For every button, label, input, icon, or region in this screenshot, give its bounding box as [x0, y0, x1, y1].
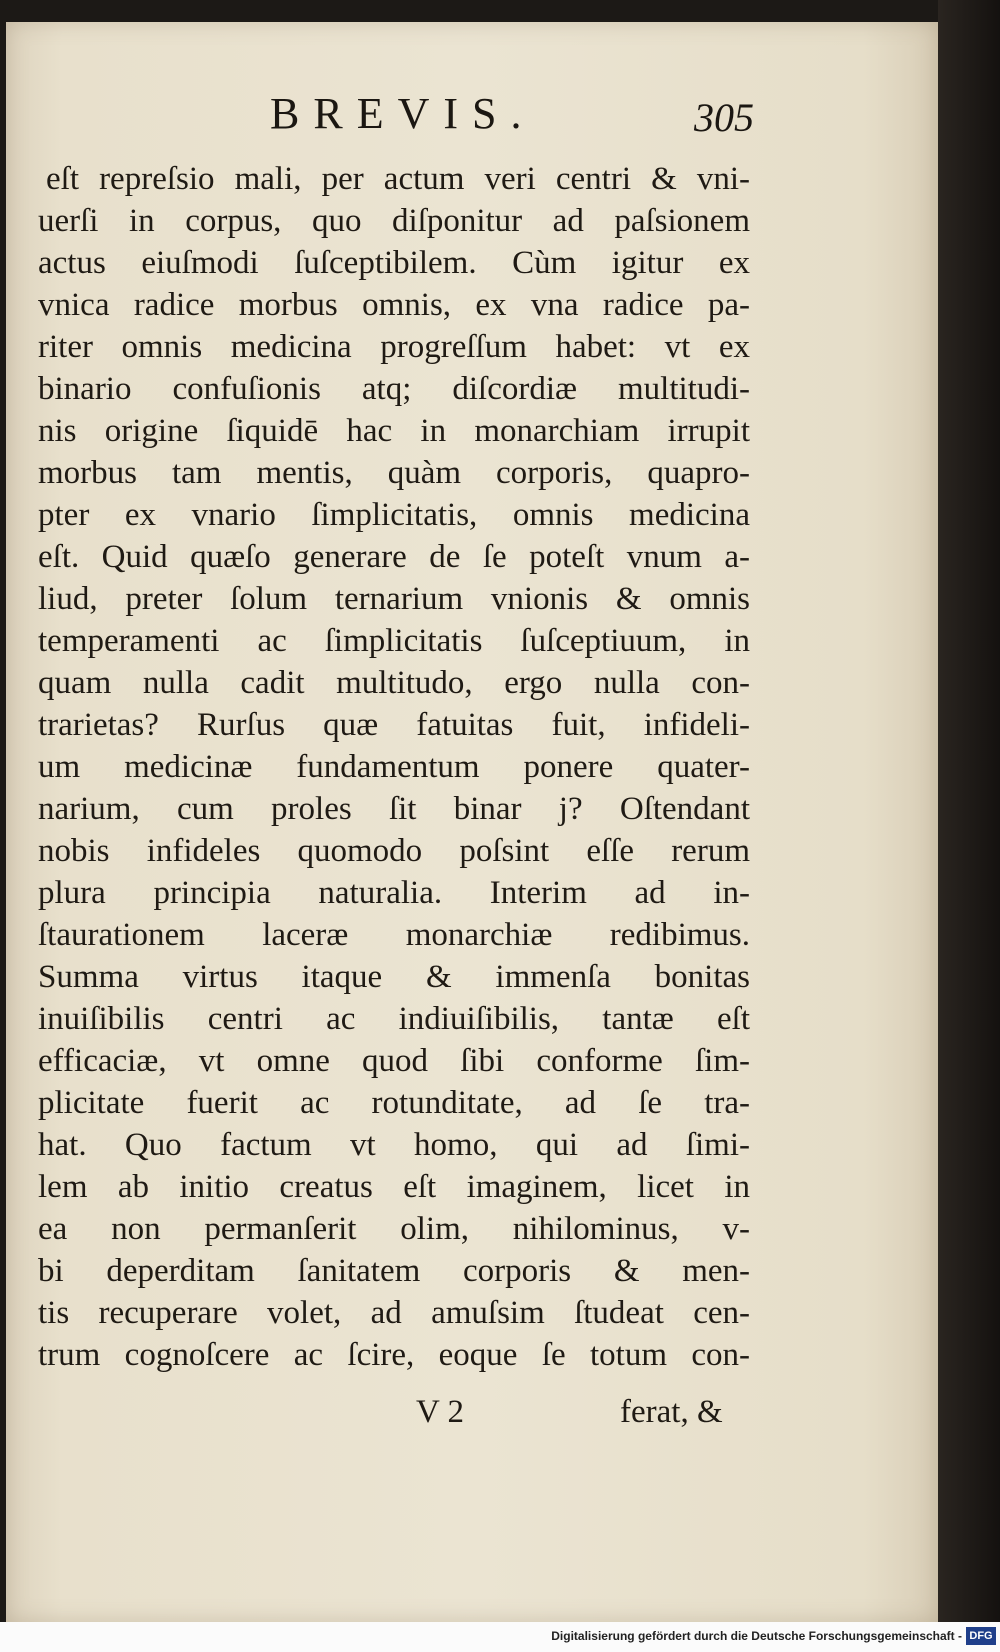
text-line: uerſi in corpus, quo diſponitur ad paſsionem: [38, 203, 750, 239]
book-page: [6, 22, 938, 1622]
text-line: bi deperditam ſanitatem corporis & men-: [38, 1253, 750, 1289]
text-line: riter omnis medicina progreſſum habet: vt ex: [38, 329, 750, 365]
catchword: ferat, &: [620, 1394, 723, 1430]
body-text: [38, 158, 750, 1376]
text-line: vnica radice morbus omnis, ex vna radice pa-: [38, 287, 750, 323]
text-line: pter ex vnario ſimplicitatis, omnis medicina: [38, 497, 750, 533]
text-line: narium, cum proles ſit binar j? Oſtendant: [38, 791, 750, 827]
text-line: nis origine ſiquidē hac in monarchiam irrupit: [38, 413, 750, 449]
signature-mark: V 2: [416, 1394, 464, 1430]
text-line: plura principia naturalia. Interim ad in-: [38, 875, 750, 911]
text-line: tis recuperare volet, ad amuſsim ſtudeat cen-: [38, 1295, 750, 1331]
scan-edge: [938, 0, 1000, 1652]
text-line: inuiſibilis centri ac indiuiſibilis, tantæ eſt: [38, 1001, 750, 1037]
text-line: eſt repreſsio mali, per actum veri centri & vni-: [46, 161, 750, 197]
text-line: Summa virtus itaque & immenſa bonitas: [38, 959, 750, 995]
text-line: lem ab initio creatus eſt imaginem, licet in: [38, 1169, 750, 1205]
text-line: eſt. Quid quæſo generare de ſe poteſt vnum a-: [38, 539, 750, 575]
dfg-logo: DFG: [966, 1627, 996, 1645]
text-line: trum cognoſcere ac ſcire, eoque ſe totum con-: [38, 1337, 750, 1373]
text-line: hat. Quo factum vt homo, qui ad ſimi-: [38, 1127, 750, 1163]
digitization-credit: Digitalisierung gefördert durch die Deutsche Forschungsgemeinschaft -: [551, 1629, 962, 1643]
text-line: binario confuſionis atq; diſcordiæ multitudi-: [38, 371, 750, 407]
text-line: um medicinæ fundamentum ponere quater-: [38, 749, 750, 785]
page-number: 305: [694, 95, 754, 140]
running-title: BREVIS.: [270, 89, 536, 138]
text-line: ea non permanſerit olim, nihilominus, v-: [38, 1211, 750, 1247]
text-line: efficaciæ, vt omne quod ſibi conforme ſim-: [38, 1043, 750, 1079]
page-footer: [6, 1394, 938, 1438]
text-line: ſtaurationem laceræ monarchiæ redibimus.: [38, 917, 750, 953]
text-line: nobis infideles quomodo poſsint eſſe rerum: [38, 833, 750, 869]
text-line: actus eiuſmodi ſuſceptibilem. Cùm igitur ex: [38, 245, 750, 281]
digitization-credit-bar: [0, 1622, 1000, 1652]
text-line: trarietas? Rurſus quæ fatuitas fuit, infideli-: [38, 707, 750, 743]
text-line: liud, preter ſolum ternarium vnionis & omnis: [38, 581, 750, 617]
running-head: [6, 86, 938, 146]
text-line: temperamenti ac ſimplicitatis ſuſceptiuum, in: [38, 623, 750, 659]
text-line: quam nulla cadit multitudo, ergo nulla con-: [38, 665, 750, 701]
text-line: morbus tam mentis, quàm corporis, quapro-: [38, 455, 750, 491]
text-line: plicitate fuerit ac rotunditate, ad ſe tra-: [38, 1085, 750, 1121]
